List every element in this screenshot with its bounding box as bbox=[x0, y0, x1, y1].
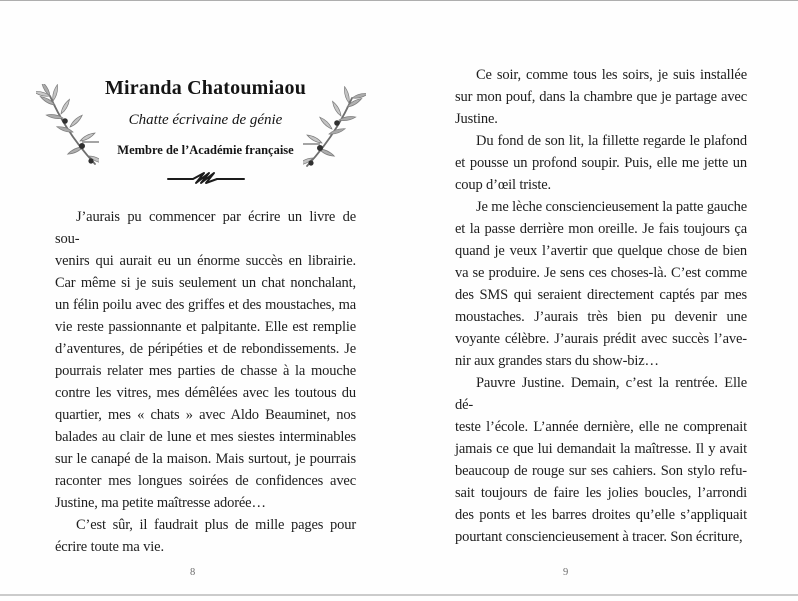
text-line: Ce soir, comme tous les soirs, je suis installée bbox=[476, 67, 747, 83]
text-line: jamais ce que lui demandait la maîtresse. Il y avait bbox=[455, 441, 747, 457]
text-line: pourrais relater mes parties de chasse à la mouche bbox=[55, 363, 356, 379]
author-name: Miranda Chatoumiaou bbox=[104, 77, 307, 99]
text-line: J’aurais pu commencer par écrire un livre de sou- bbox=[55, 209, 356, 247]
membership-line: Membre de l’Académie française bbox=[117, 143, 294, 157]
page-left bbox=[55, 0, 356, 601]
page-number-right: 9 bbox=[563, 567, 569, 578]
page-right bbox=[455, 0, 747, 601]
text-line: des ponts et les barres droites qu’elle s’appliquait bbox=[455, 507, 747, 523]
text-line: venirs qui aurait eu un énorme succès en librairie. bbox=[55, 253, 356, 269]
text-line: sur le canapé de la maison. Mais surtout, je pourrais bbox=[55, 451, 356, 467]
text-line: Justine, ma petite maîtresse adorée… bbox=[55, 495, 266, 511]
section-divider bbox=[55, 170, 356, 191]
text-line: Du fond de son lit, la fillette regarde le plafond bbox=[476, 133, 747, 149]
text-line: moustaches. J’aurais très bien pu devenir une bbox=[455, 309, 747, 325]
text-line: Pauvre Justine. Demain, c’est la rentrée. Elle dé- bbox=[455, 375, 747, 413]
text-line: coup d’œil triste. bbox=[455, 177, 551, 193]
text-line: d’aventures, de péripéties et de rebondissements. Je bbox=[55, 341, 356, 357]
text-line: sait toujours de faire les jolies boucles, l’arrondi bbox=[455, 485, 747, 501]
text-line: et pousse un profond soupir. Puis, elle me jette un bbox=[455, 155, 747, 171]
squiggle-divider-icon bbox=[167, 170, 245, 186]
text-line: quartier, mes « chats » avec Aldo Beauminet, nos bbox=[55, 407, 356, 423]
page-8-text bbox=[55, 206, 356, 558]
chapter-header bbox=[55, 0, 356, 191]
text-line: quand je veux l’avertir que quelque chose de bien bbox=[455, 243, 747, 259]
text-line: balades au clair de lune et mes siestes interminables bbox=[55, 429, 356, 445]
text-line: teste l’école. L’année dernière, elle ne comprenait bbox=[455, 419, 747, 435]
text-line: nir aux grandes stars du show-biz… bbox=[455, 353, 659, 369]
page-number-left: 8 bbox=[190, 567, 196, 578]
text-line: va se produire. Je sens ces choses-là. C’est comme bbox=[455, 265, 747, 281]
text-line: C’est sûr, il faudrait plus de mille pages pour bbox=[76, 517, 356, 533]
text-line: voyante célèbre. J’aurais prédit avec succès l’ave- bbox=[455, 331, 747, 347]
page-9-text bbox=[455, 64, 747, 548]
text-line: Car même si je suis seulement un chat nonchalant, bbox=[55, 275, 356, 291]
paragraph bbox=[55, 206, 356, 514]
text-line: un félin poilu avec des griffes et des moustaches, ma bbox=[55, 297, 356, 313]
paragraph bbox=[55, 514, 356, 558]
text-line: vie reste passionnante et palpitante. Elle est remplie bbox=[55, 319, 356, 335]
bottom-rule bbox=[0, 594, 798, 596]
text-line: Je me lèche consciencieusement la patte gauche bbox=[476, 199, 747, 215]
text-line: raconter mes longues soirées de confidences avec bbox=[55, 473, 356, 489]
text-line: et la passe derrière mon oreille. Je fais toujours ça bbox=[455, 221, 747, 237]
text-line: contre les vitres, mes démêlées avec les toutous du bbox=[55, 385, 356, 401]
text-line: écrire toute ma vie. bbox=[55, 539, 164, 555]
text-line: beaucoup de rouge sur ses cahiers. Son stylo refu- bbox=[455, 463, 747, 479]
text-line: sur mon pouf, dans la chambre que je partage avec bbox=[455, 89, 747, 105]
text-line: pourtant consciencieusement à tracer. Son écriture, bbox=[455, 529, 743, 545]
paragraph bbox=[455, 64, 747, 130]
text-line: Justine. bbox=[455, 111, 498, 127]
author-subtitle: Chatte écrivaine de génie bbox=[128, 112, 283, 128]
text-line: des SMS qui seraient directement captés par mes bbox=[455, 287, 747, 303]
paragraph bbox=[455, 196, 747, 372]
paragraph bbox=[455, 372, 747, 548]
paragraph bbox=[455, 130, 747, 196]
